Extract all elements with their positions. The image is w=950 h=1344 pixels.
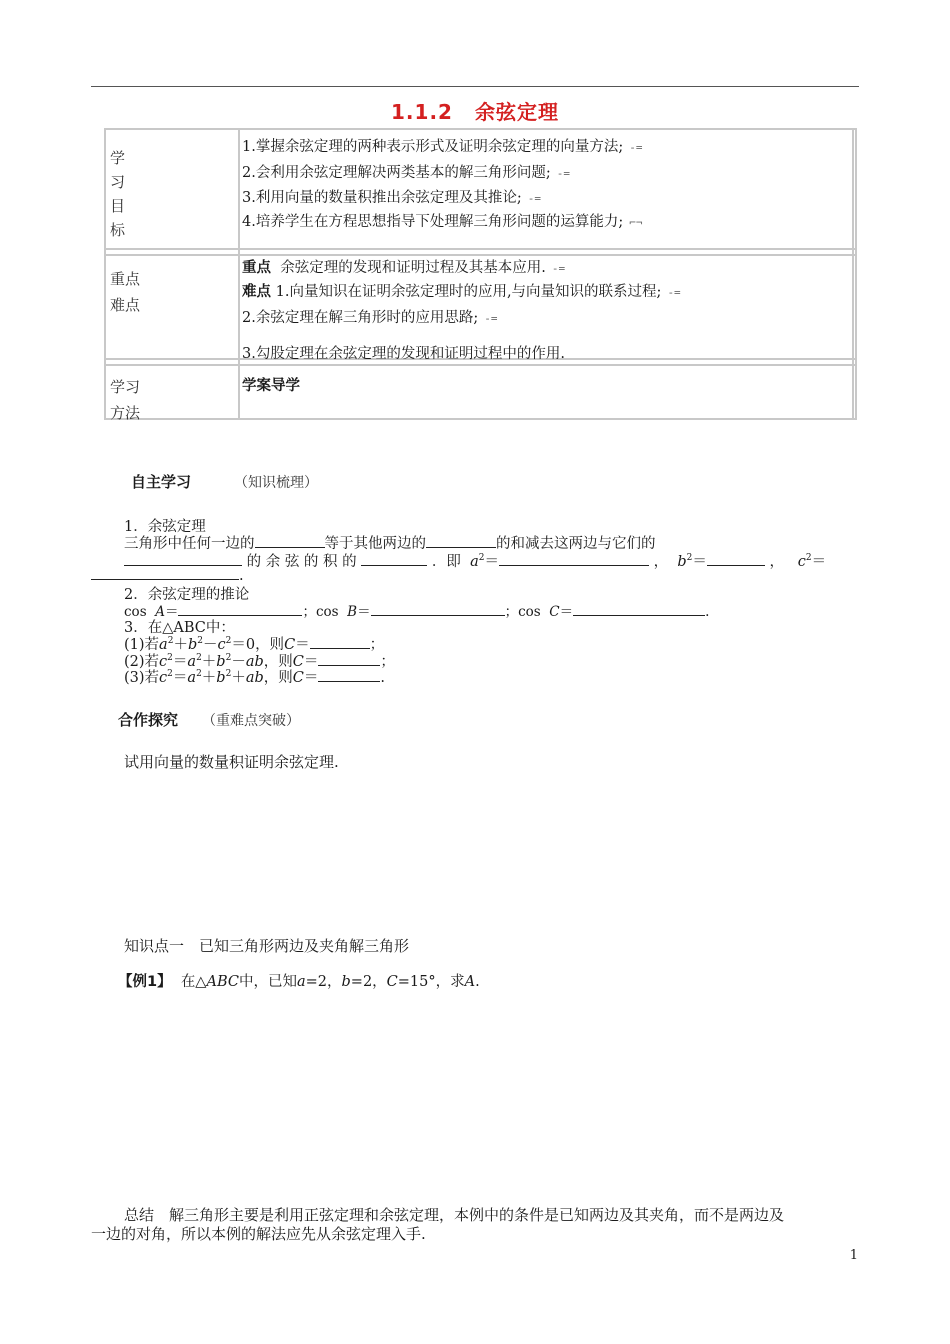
cooperate-task: 试用向量的数量积证明余弦定理. <box>124 753 339 771</box>
item1-line1: 三角形中任何一边的 等于其他两边的 的和减去这两边与它们的 <box>124 536 656 552</box>
table-col-divider <box>238 130 240 418</box>
item3-cond3: (3)若$c^2=a^2+b^2+ab$，则C＝ . <box>124 669 385 686</box>
item1-title: 1．余弦定理 <box>124 519 206 535</box>
objective-item: 2.会利用余弦定理解决两类基本的解三角形问题; -= <box>242 165 570 181</box>
self-study-sub: （知识梳理） <box>234 475 318 491</box>
cooperate-heading: 合作探究 <box>118 711 179 729</box>
table-row-divider <box>106 248 855 250</box>
objective-item: 4.培养学生在方程思想指导下处理解三角形问题的运算能力; ⌐¬ <box>242 214 643 230</box>
item2-title: 2．余弦定理的推论 <box>124 587 250 603</box>
cooperate-sub: （重难点突破） <box>202 713 300 729</box>
method-value: 学案导学 <box>242 378 300 394</box>
objective-item: 1.掌握余弦定理的两种表示形式及证明余弦定理的向量方法; -= <box>242 139 643 155</box>
item1-line3: . <box>91 566 244 584</box>
summary-line2: 一边的对角，所以本例的解法应先从余弦定理入手. <box>91 1225 426 1243</box>
page-number: 1 <box>849 1248 858 1263</box>
item3-cond1: (1)若$a^2+b^2-c^2=0$，则C＝ ； <box>124 636 385 653</box>
difficulty-3: 3.勾股定理在余弦定理的发现和证明过程中的作用. <box>242 346 565 362</box>
keypoints-label: 重点 难点 <box>110 270 141 314</box>
top-rule <box>91 86 859 87</box>
objectives-table <box>104 128 857 420</box>
objectives-label: 学 习 目 标 <box>110 149 126 239</box>
item1-line2: 的 余 弦 的 积 的 ．即 $a^2=$ ， $b^2=$ ， $c^2=$ <box>124 550 858 571</box>
item3-cond2: (2)若$c^2=a^2+b^2-ab$，则C＝ ； <box>124 653 395 670</box>
difficulty-2: 2.余弦定理在解三角形时的应用思路; -= <box>242 310 498 326</box>
page-title: 1.1.2 余弦定理 <box>391 100 559 124</box>
objective-item: 3.利用向量的数量积推出余弦定理及其推论; -= <box>242 190 541 206</box>
summary-line1: 总结 解三角形主要是利用正弦定理和余弦定理，本例中的条件是已知两边及其夹角，而不是两边及 <box>124 1206 785 1224</box>
knowledge1-heading: 知识点一 已知三角形两边及夹角解三角形 <box>124 937 410 955</box>
example-1: 【例1】 在△ABC中，已知a=2，b=2，C=15°，求A. <box>118 974 480 990</box>
self-study-heading: 自主学习 <box>131 473 192 491</box>
table-row-divider <box>106 364 855 366</box>
item2-formulas: cos A＝ ；cos B＝ ；cos C＝ . <box>124 604 710 620</box>
method-label: 学习 方法 <box>110 378 141 422</box>
item3-title: 3．在△ABC中： <box>124 620 235 636</box>
table-col-divider <box>852 130 854 418</box>
difficulty-1: 难点 1.向量知识在证明余弦定理时的应用,与向量知识的联系过程; -= <box>242 284 681 300</box>
key-point: 重点 余弦定理的发现和证明过程及其基本应用. -= <box>242 260 566 276</box>
